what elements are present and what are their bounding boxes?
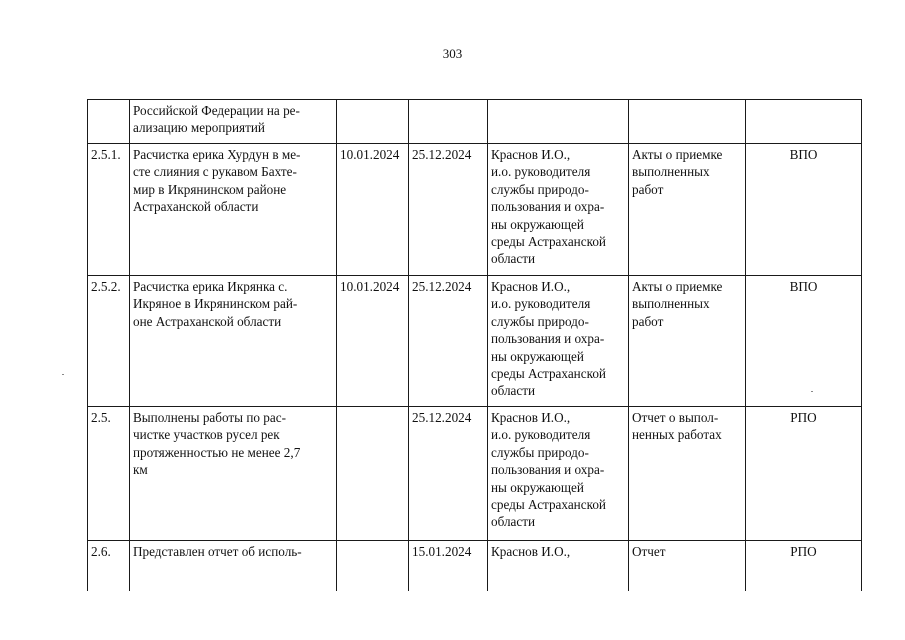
cell-line: и.о. руководителя [491, 164, 591, 180]
cell-line: Российской Федерации на ре- [133, 103, 300, 118]
cell-line: Краснов И.О., [491, 410, 571, 425]
cell-line: Расчистка ерика Икрянка с. [133, 279, 288, 294]
cell-line: пользования и охра- [491, 331, 605, 347]
cell-start-date [337, 407, 409, 541]
cell-responsible [488, 407, 629, 541]
cell-line: ненных работах [632, 427, 722, 443]
cell-start-date [337, 100, 409, 144]
cell-line: и.о. руководителя [491, 427, 591, 443]
cell-text: 2.5.1. [91, 147, 121, 162]
cell-line: службы природо- [491, 181, 589, 197]
table-row [88, 407, 862, 541]
cell-line: ны окружающей [491, 348, 584, 364]
cell-activity [130, 100, 337, 144]
cell-status [746, 144, 862, 276]
cell-text: 10.01.2024 [340, 279, 400, 294]
cell-line: пользования и охра- [491, 462, 605, 478]
cell-text: РПО [790, 544, 817, 559]
cell-end-date [409, 100, 488, 144]
cell-line: среды Астраханской [491, 366, 606, 382]
cell-line: Краснов И.О., [491, 279, 571, 294]
table-row [88, 100, 862, 144]
cell-start-date [337, 144, 409, 276]
plan-table [87, 99, 862, 591]
cell-line: чистке участков русел рек [133, 427, 280, 443]
cell-line: службы природо- [491, 444, 589, 460]
cell-status [746, 100, 862, 144]
cell-end-date [409, 144, 488, 276]
cell-text: РПО [790, 410, 817, 425]
cell-text: 2.6. [91, 544, 111, 559]
cell-activity [130, 276, 337, 407]
cell-status [746, 276, 862, 407]
cell-line: ны окружающей [491, 479, 584, 495]
cell-status [746, 541, 862, 592]
cell-text: 2.5. [91, 410, 111, 425]
cell-line: области [491, 383, 536, 399]
table-row [88, 276, 862, 407]
cell-responsible [488, 541, 629, 592]
cell-line: выполненных [632, 164, 710, 180]
cell-text: 25.12.2024 [412, 410, 472, 425]
cell-line: Расчистка ерика Хурдун в ме- [133, 147, 301, 162]
cell-responsible [488, 100, 629, 144]
cell-number [88, 276, 130, 407]
scan-speck [811, 391, 813, 392]
cell-activity [130, 407, 337, 541]
cell-status [746, 407, 862, 541]
scan-speck [62, 374, 64, 375]
cell-number [88, 407, 130, 541]
cell-text: 10.01.2024 [340, 147, 400, 162]
cell-line: ны окружающей [491, 216, 584, 232]
cell-line: пользования и охра- [491, 199, 605, 215]
cell-number [88, 100, 130, 144]
cell-line: Акты о приемке [632, 279, 723, 294]
cell-line: Отчет [632, 544, 666, 559]
cell-text: 2.5.2. [91, 279, 121, 294]
cell-number [88, 541, 130, 592]
cell-text: ВПО [789, 147, 818, 162]
cell-number [88, 144, 130, 276]
cell-document [629, 541, 746, 592]
cell-end-date [409, 407, 488, 541]
cell-line: области [491, 514, 536, 530]
cell-line: и.о. руководителя [491, 296, 591, 312]
cell-line: Краснов И.О., [491, 147, 571, 162]
cell-text: ВПО [789, 279, 818, 294]
cell-line: работ [632, 181, 664, 197]
cell-line: работ [632, 313, 664, 329]
cell-document [629, 276, 746, 407]
cell-document [629, 144, 746, 276]
cell-document [629, 100, 746, 144]
cell-line: Отчет о выпол- [632, 410, 719, 425]
table-row [88, 541, 862, 592]
cell-line: Представлен отчет об исполь- [133, 544, 302, 559]
cell-activity [130, 541, 337, 592]
cell-line: сте слияния с рукавом Бахте- [133, 164, 297, 180]
cell-text: 15.01.2024 [412, 544, 472, 559]
cell-line: протяженностью не менее 2,7 [133, 444, 301, 460]
cell-line: среды Астраханской [491, 234, 606, 250]
cell-line: выполненных [632, 296, 710, 312]
cell-end-date [409, 276, 488, 407]
table-row [88, 144, 862, 276]
cell-line: среды Астраханской [491, 497, 606, 513]
cell-start-date [337, 276, 409, 407]
cell-line: Выполнены работы по рас- [133, 410, 286, 425]
cell-responsible [488, 276, 629, 407]
cell-line: оне Астраханской области [133, 313, 282, 329]
cell-line: ализацию мероприятий [133, 120, 265, 136]
cell-responsible [488, 144, 629, 276]
cell-line: Астраханской области [133, 199, 259, 215]
cell-line: км [133, 462, 148, 478]
cell-text: 25.12.2024 [412, 147, 472, 162]
cell-text: 25.12.2024 [412, 279, 472, 294]
cell-line: Икряное в Икрянинском рай- [133, 296, 298, 312]
cell-line: мир в Икрянинском районе [133, 181, 287, 197]
cell-line: Краснов И.О., [491, 544, 571, 559]
cell-end-date [409, 541, 488, 592]
cell-activity [130, 144, 337, 276]
page-number: 303 [442, 46, 463, 61]
cell-line: области [491, 251, 536, 267]
cell-line: службы природо- [491, 313, 589, 329]
cell-start-date [337, 541, 409, 592]
cell-document [629, 407, 746, 541]
cell-line: Акты о приемке [632, 147, 723, 162]
